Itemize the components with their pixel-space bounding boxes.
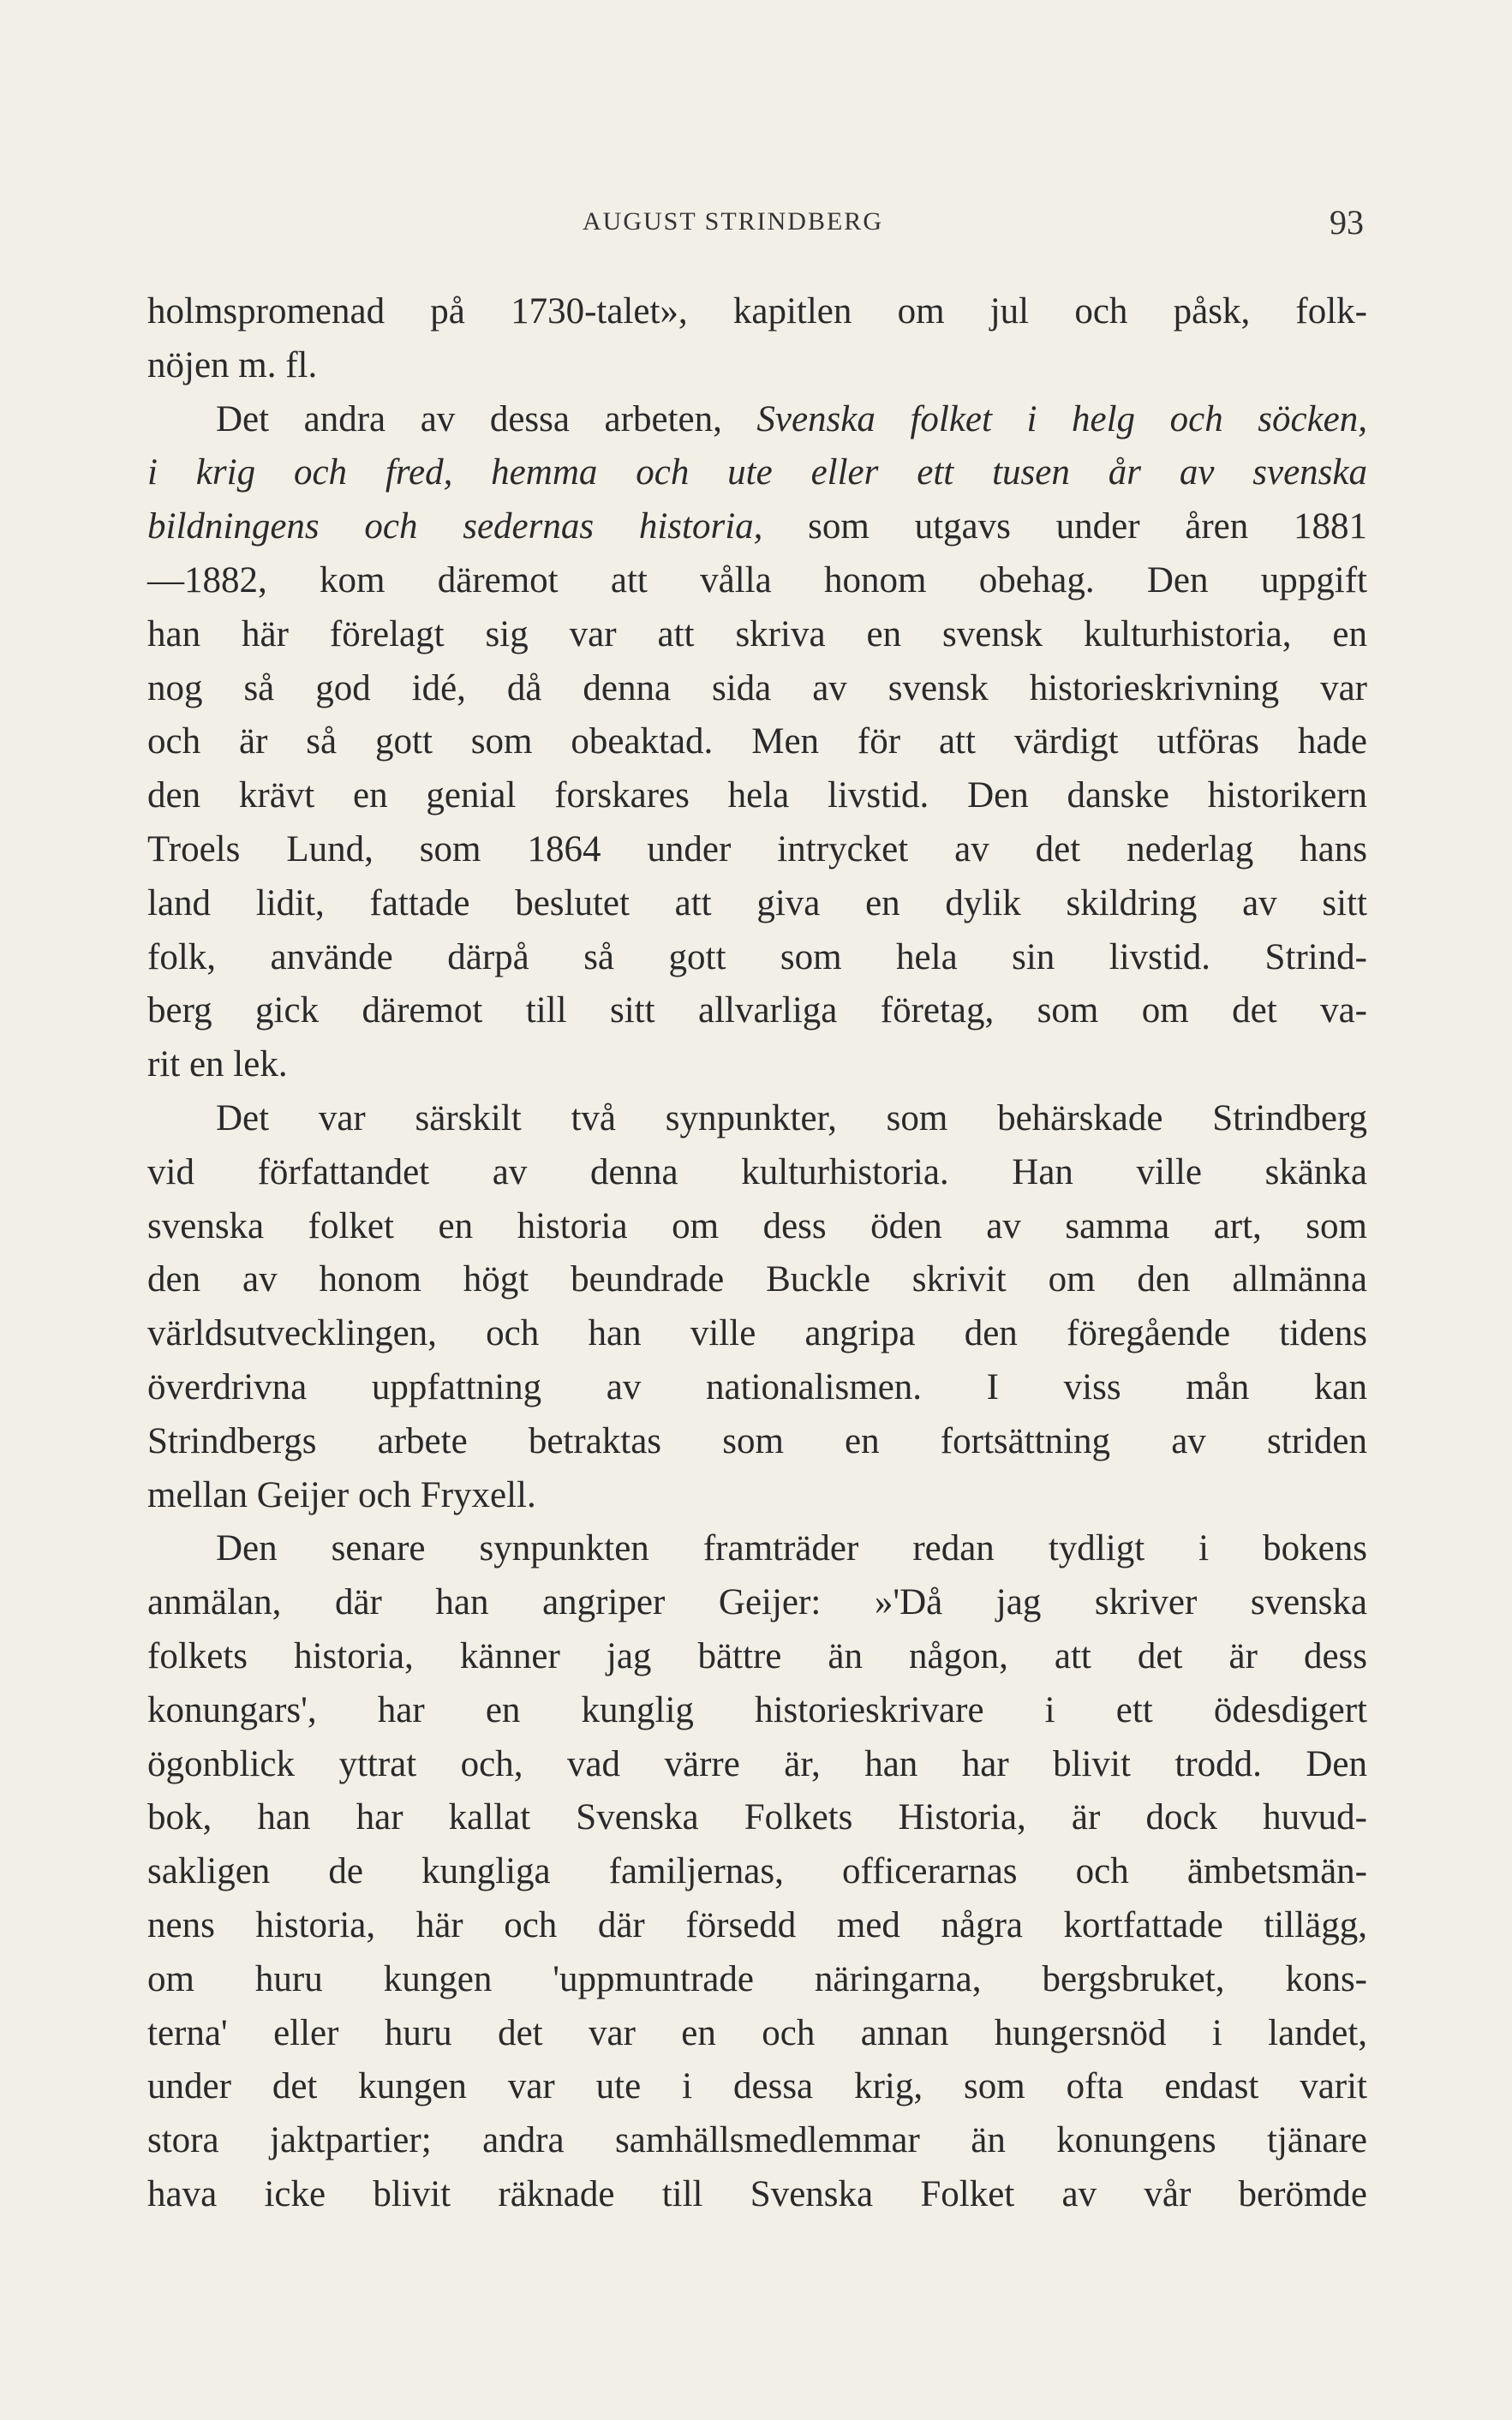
- text-segment: ögonblick yttrat och, vad värre är, han har blivit trodd. Den: [147, 1743, 1367, 1784]
- text-line: [147, 2007, 1367, 2061]
- text-segment: som utgavs under åren 1881: [762, 506, 1367, 547]
- text-line: [147, 1253, 1367, 1307]
- text-line: [147, 2168, 1367, 2222]
- text-line: [147, 1684, 1367, 1738]
- text-segment: och är så gott som obeaktad. Men för att värdigt utföras hade: [147, 721, 1367, 762]
- text-line: [147, 931, 1367, 985]
- text-line: [147, 823, 1367, 877]
- text-segment: terna' eller huru det var en och annan hungersnöd i landet,: [147, 2012, 1367, 2053]
- text-segment: Det var särskilt två synpunkter, som behärskade Strindberg: [216, 1097, 1367, 1138]
- text-segment: nens historia, här och där försedd med några kortfattade tillägg,: [147, 1904, 1367, 1945]
- text-segment: om huru kungen 'uppmuntrade näringarna, bergsbruket, kons-: [147, 1958, 1367, 1999]
- text-line: [147, 446, 1367, 500]
- text-line: [147, 1845, 1367, 1899]
- text-segment: mellan Geijer och Fryxell.: [147, 1474, 536, 1515]
- text-line: [147, 554, 1367, 608]
- text-line: [147, 608, 1367, 662]
- text-segment: holmspromenad på 1730-talet», kapitlen om jul och påsk, folk-: [147, 291, 1367, 332]
- text-line: [147, 1038, 1367, 1092]
- page-number: 93: [1330, 203, 1364, 242]
- text-line: [147, 2114, 1367, 2168]
- text-segment: den av honom högt beundrade Buckle skrivit om den allmänna: [147, 1259, 1367, 1300]
- text-segment: den krävt en genial forskares hela livstid. Den danske historikern: [147, 775, 1367, 816]
- text-line: [147, 1738, 1367, 1792]
- italic-title-segment: i krig och fred, hemma och ute eller ett tusen år av svenska: [147, 452, 1367, 493]
- text-line: [147, 1953, 1367, 2007]
- text-segment: stora jaktpartier; andra samhällsmedlemmar än konungens tjänare: [147, 2120, 1367, 2161]
- text-line: [147, 2060, 1367, 2114]
- text-segment: anmälan, där han angriper Geijer: »'Då jag skriver svenska: [147, 1582, 1367, 1623]
- text-segment: under det kungen var ute i dessa krig, som ofta endast varit: [147, 2066, 1367, 2107]
- text-segment: Den senare synpunkten framträder redan tydligt i bokens: [216, 1528, 1367, 1569]
- text-segment: världsutvecklingen, och han ville angripa den föregående tidens: [147, 1313, 1367, 1354]
- text-line: [147, 500, 1367, 554]
- text-line: [147, 393, 1367, 447]
- body-text: [147, 285, 1367, 2222]
- text-segment: land lidit, fattade beslutet att giva en dylik skildring av sitt: [147, 882, 1367, 923]
- text-segment: folk, använde därpå så gott som hela sin livstid. Strind-: [147, 936, 1367, 977]
- running-title: AUGUST STRINDBERG: [583, 207, 883, 236]
- text-line: [147, 769, 1367, 823]
- text-segment: sakligen de kungliga familjernas, officerarnas och ämbetsmän-: [147, 1851, 1367, 1892]
- text-line: [147, 1899, 1367, 1953]
- text-line: [147, 1630, 1367, 1684]
- text-segment: —1882, kom däremot att vålla honom obehag. Den uppgift: [147, 559, 1367, 601]
- text-segment: överdrivna uppfattning av nationalismen. I viss mån kan: [147, 1366, 1367, 1407]
- text-line: [147, 1361, 1367, 1415]
- text-segment: svenska folket en historia om dess öden av samma art, som: [147, 1205, 1367, 1246]
- text-line: [147, 1307, 1367, 1361]
- text-line: [147, 1092, 1367, 1146]
- text-segment: rit en lek.: [147, 1044, 288, 1085]
- text-segment: nog så god idé, då denna sida av svensk historieskrivning var: [147, 667, 1367, 708]
- text-segment: berg gick däremot till sitt allvarliga företag, som om det va-: [147, 990, 1367, 1031]
- text-line: [147, 1200, 1367, 1254]
- text-segment: Troels Lund, som 1864 under intrycket av det nederlag hans: [147, 828, 1367, 869]
- text-segment: vid författandet av denna kulturhistoria. Han ville skänka: [147, 1151, 1367, 1192]
- text-segment: han här förelagt sig var att skriva en svensk kulturhistoria, en: [147, 613, 1367, 654]
- text-segment: konungars', har en kunglig historieskrivare i ett ödesdigert: [147, 1689, 1367, 1730]
- text-line: [147, 715, 1367, 769]
- text-line: [147, 285, 1367, 339]
- text-line: [147, 1146, 1367, 1200]
- italic-title-segment: bildningens och sedernas historia,: [147, 506, 763, 547]
- text-line: [147, 1576, 1367, 1630]
- text-segment: folkets historia, känner jag bättre än någon, att det är dess: [147, 1635, 1367, 1676]
- text-line: [147, 1415, 1367, 1469]
- text-line: [147, 662, 1367, 716]
- italic-title-segment: Svenska folket i helg och söcken,: [756, 398, 1368, 439]
- text-segment: bok, han har kallat Svenska Folkets Historia, är dock huvud-: [147, 1797, 1367, 1838]
- text-line: [147, 1791, 1367, 1845]
- text-line: [147, 877, 1367, 931]
- text-line: [147, 984, 1367, 1038]
- text-line: [147, 339, 1367, 393]
- text-segment: Det andra av dessa arbeten,: [216, 398, 757, 439]
- text-segment: Strindbergs arbete betraktas som en fortsättning av striden: [147, 1420, 1367, 1461]
- running-head: [583, 202, 1371, 245]
- text-segment: hava icke blivit räknade till Svenska Folket av vår berömde: [147, 2173, 1367, 2214]
- text-line: [147, 1522, 1367, 1576]
- text-line: [147, 1469, 1367, 1523]
- text-segment: nöjen m. fl.: [147, 344, 318, 385]
